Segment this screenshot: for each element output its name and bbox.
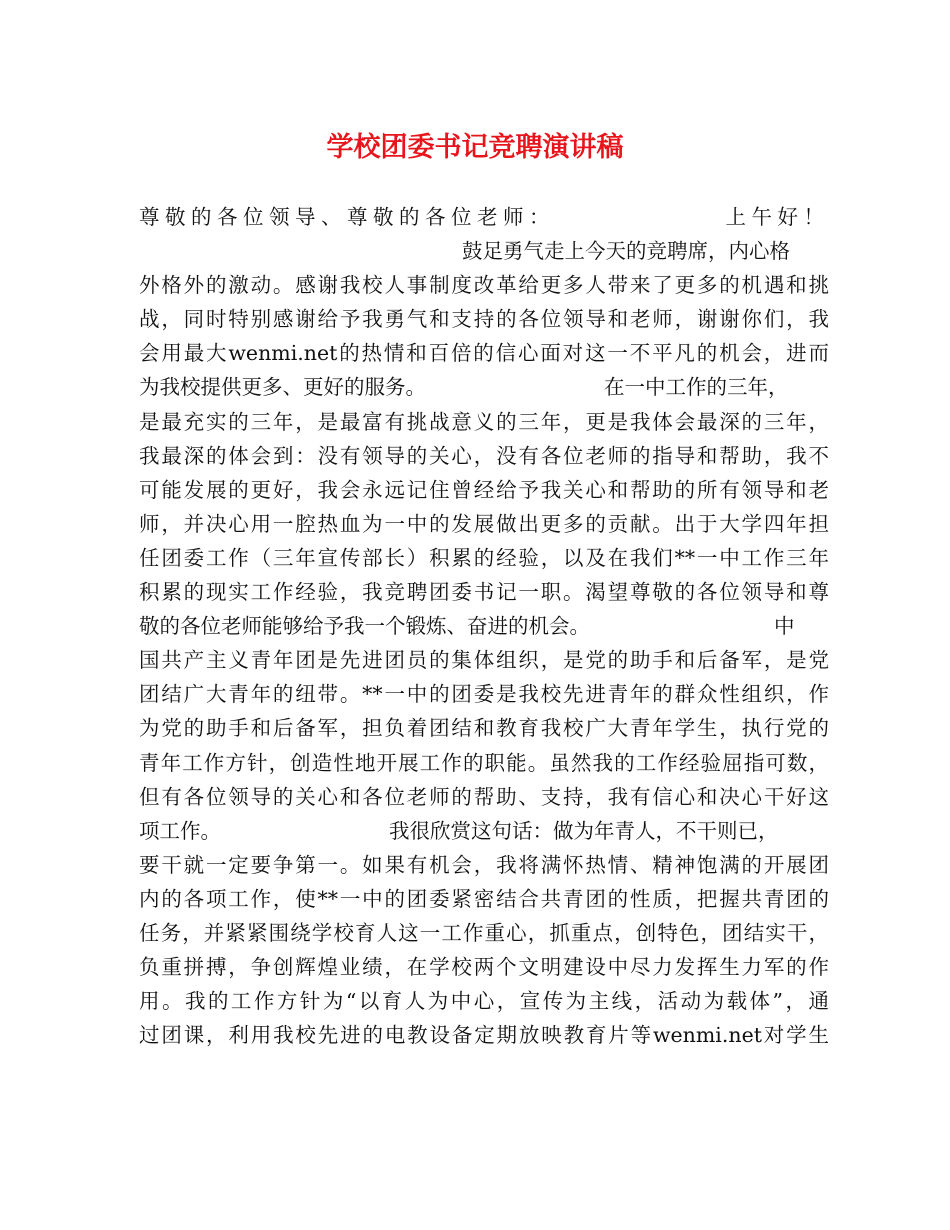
- text-segment: 鼓足勇气走上今天的竞聘席，内心格: [462, 239, 790, 264]
- text-segment: 为我校提供更多、更好的服务。: [139, 375, 426, 400]
- text-line: [139, 370, 829, 404]
- text-line: [139, 609, 829, 643]
- text-line: 国共产主义青年团是先进团员的集体组织，是党的助手和后备军，是党: [139, 648, 829, 673]
- greeting: 上午好！: [725, 205, 829, 229]
- text-line: 负重拼搏，争创辉煌业绩，在学校两个文明建设中尽力发挥生力军的作: [139, 955, 829, 980]
- document-title: 学校团委书记竞聘演讲稿: [326, 132, 624, 163]
- text-segment: 项工作。: [139, 818, 221, 843]
- text-line: 过团课，利用我校先进的电教设备定期放映教育片等wenmi.net对学生: [139, 1023, 829, 1048]
- text-line: 用。我的工作方针为“以育人为中心，宣传为主线，活动为载体”，通: [139, 989, 829, 1014]
- text-line: 积累的现实工作经验，我竞聘团委书记一职。渴望尊敬的各位领导和尊: [139, 580, 829, 605]
- text-line: 任务，并紧紧围绕学校育人这一工作重心，抓重点，创特色，团结实干，: [139, 920, 829, 945]
- text-line: 但有各位领导的关心和各位老师的帮助、支持，我有信心和决心干好这: [139, 784, 829, 809]
- text-segment: 我很欣赏这句话：做为年青人，不干则已，: [389, 818, 779, 843]
- document-body: [139, 200, 829, 1052]
- text-line: 外格外的激动。感谢我校人事制度改革给更多人带来了更多的机遇和挑: [139, 273, 829, 298]
- text-line: 我最深的体会到：没有领导的关心，没有各位老师的指导和帮助，我不: [139, 443, 829, 468]
- text-line: [139, 234, 829, 268]
- text-line: 为党的助手和后备军，担负着团结和教育我校广大青年学生，执行党的: [139, 716, 829, 741]
- text-line: 团结广大青年的纽带。**一中的团委是我校先进青年的群众性组织，作: [139, 682, 829, 707]
- text-line: 内的各项工作，使**一中的团委紧密结合共青团的性质，把握共青团的: [139, 886, 829, 911]
- text-line: 要干就一定要争第一。如果有机会，我将满怀热情、精神饱满的开展团: [139, 852, 829, 877]
- text-segment: 中: [774, 614, 795, 639]
- text-line: 青年工作方针，创造性地开展工作的职能。虽然我的工作经验屈指可数，: [139, 750, 829, 775]
- text-line: 是最充实的三年，是最富有挑战意义的三年，更是我体会最深的三年，: [139, 409, 829, 434]
- text-segment: 敬的各位老师能够给予我一个锻炼、奋进的机会。: [139, 614, 590, 639]
- text-segment: 在一中工作的三年，: [604, 375, 789, 400]
- text-line: 可能发展的更好，我会永远记住曾经给予我关心和帮助的所有领导和老: [139, 477, 829, 502]
- text-line: [139, 200, 829, 234]
- text-line: 任团委工作（三年宣传部长）积累的经验，以及在我们**一中工作三年: [139, 545, 829, 570]
- text-line: 师，并决心用一腔热血为一中的发展做出更多的贡献。出于大学四年担: [139, 511, 829, 536]
- text-line: [139, 814, 829, 848]
- text-line: 战，同时特别感谢给予我勇气和支持的各位领导和老师，谢谢你们，我: [139, 307, 829, 332]
- salutation: 尊敬的各位领导、尊敬的各位老师：: [139, 205, 555, 229]
- text-line: 会用最大wenmi.net的热情和百倍的信心面对这一不平凡的机会，进而: [139, 341, 829, 366]
